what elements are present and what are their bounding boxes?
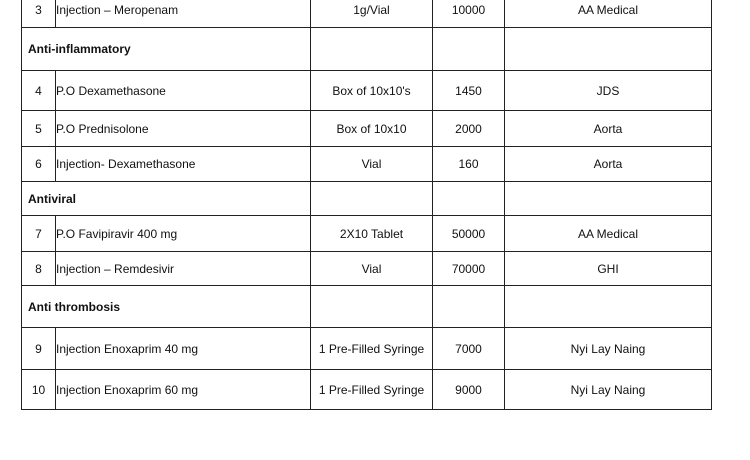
empty-cell: [433, 182, 505, 216]
empty-cell: [433, 286, 505, 328]
category-row: [22, 182, 712, 216]
table-row: [22, 370, 712, 410]
drug-supplier: Nyi Lay Naing: [505, 328, 712, 370]
drug-form: Box of 10x10: [311, 111, 433, 147]
table-row: [22, 147, 712, 182]
category-row: [22, 286, 712, 328]
drug-quantity: 50000: [433, 216, 505, 252]
empty-cell: [311, 286, 433, 328]
table-row: [22, 71, 712, 111]
drug-name: Injection Enoxaprim 40 mg: [56, 328, 311, 370]
drug-quantity: 10000: [433, 0, 505, 28]
drug-name: P.O Prednisolone: [56, 111, 311, 147]
table-row: [22, 0, 712, 28]
empty-cell: [311, 182, 433, 216]
empty-cell: [505, 182, 712, 216]
drug-name: Injection – Meropenam: [56, 0, 311, 28]
drug-quantity: 9000: [433, 370, 505, 410]
drug-supplier: AA Medical: [505, 0, 712, 28]
row-number: 9: [22, 328, 56, 370]
drug-form: Vial: [311, 147, 433, 182]
drug-quantity: 1450: [433, 71, 505, 111]
drug-supplier: Aorta: [505, 111, 712, 147]
drug-supplier: Nyi Lay Naing: [505, 370, 712, 410]
row-number: 4: [22, 71, 56, 111]
empty-cell: [433, 28, 505, 71]
row-number: 7: [22, 216, 56, 252]
table-row: [22, 252, 712, 286]
drug-name: P.O Favipiravir 400 mg: [56, 216, 311, 252]
table-row: [22, 328, 712, 370]
drug-supplier: JDS: [505, 71, 712, 111]
empty-cell: [505, 28, 712, 71]
drug-name: Injection- Dexamethasone: [56, 147, 311, 182]
empty-cell: [311, 28, 433, 71]
category-label: Anti thrombosis: [22, 286, 311, 328]
drug-name: Injection – Remdesivir: [56, 252, 311, 286]
row-number: 3: [22, 0, 56, 28]
row-number: 8: [22, 252, 56, 286]
drug-quantity: 7000: [433, 328, 505, 370]
row-number: 5: [22, 111, 56, 147]
row-number: 6: [22, 147, 56, 182]
drug-supplier: Aorta: [505, 147, 712, 182]
table-row: [22, 216, 712, 252]
drug-name: Injection Enoxaprim 60 mg: [56, 370, 311, 410]
drug-supplier: GHI: [505, 252, 712, 286]
empty-cell: [505, 286, 712, 328]
drug-quantity: 160: [433, 147, 505, 182]
drug-form: Box of 10x10's: [311, 71, 433, 111]
medicine-table: [21, 0, 712, 410]
table-row: [22, 111, 712, 147]
drug-form: Vial: [311, 252, 433, 286]
drug-name: P.O Dexamethasone: [56, 71, 311, 111]
drug-supplier: AA Medical: [505, 216, 712, 252]
category-label: Anti-inflammatory: [22, 28, 311, 71]
drug-quantity: 2000: [433, 111, 505, 147]
row-number: 10: [22, 370, 56, 410]
drug-form: 2X10 Tablet: [311, 216, 433, 252]
drug-form: 1g/Vial: [311, 0, 433, 28]
drug-form: 1 Pre-Filled Syringe: [311, 370, 433, 410]
drug-quantity: 70000: [433, 252, 505, 286]
category-row: [22, 28, 712, 71]
category-label: Antiviral: [22, 182, 311, 216]
drug-form: 1 Pre-Filled Syringe: [311, 328, 433, 370]
